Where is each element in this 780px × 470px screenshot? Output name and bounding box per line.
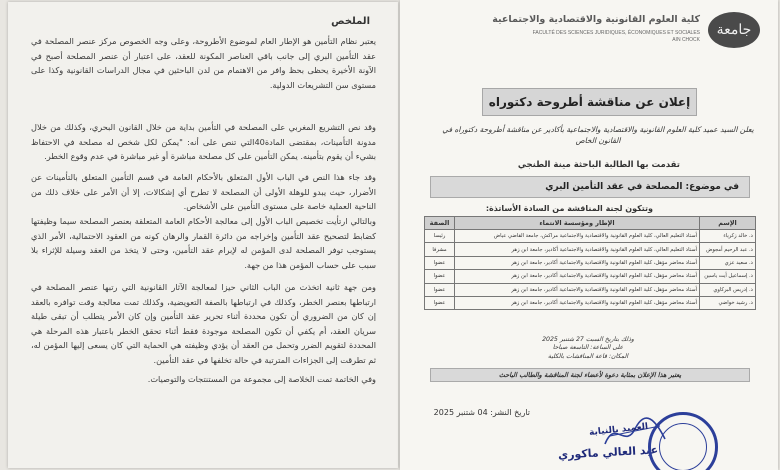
member-affiliation: أستاذ محاضر مؤهل، كلية العلوم القانونية والاقتصادية والاجتماعية أكادير، جامعة ابن زهر bbox=[455, 270, 700, 283]
defense-schedule bbox=[533, 336, 643, 361]
table-row bbox=[425, 296, 756, 309]
member-role: عضوا bbox=[425, 296, 455, 309]
summary-paragraph-2: وقد نص التشريع المغربي على المصلحة في التأمين بداية من خلال القانون البحري، وكذلك من خلال مدونة التأمينات، بمقتضى المادة40التي تنص على أنه: "يمكن لكل شخص له مصلحة في الاحتفاظ بشيء أن يقوم بتأمينه. يمكن التأمين على كل مصلحة مباشرة أو غير مباشرة في عدم وقوع الخطر. bbox=[31, 122, 377, 162]
header-role: الصفة bbox=[425, 217, 455, 230]
defense-time: على الساعة: التاسعة صباحا bbox=[552, 344, 624, 352]
defense-place: المكان: قاعة المناقشات بالكلية bbox=[547, 352, 629, 360]
invitation-notice: يعتبر هذا الإعلان بمثابة دعوة لأعضاء لجنة المناقشة والطالب الباحث bbox=[430, 368, 750, 382]
official-stamp-icon bbox=[648, 412, 718, 470]
summary-paragraph-1: يعتبر نظام التأمين هو الإطار العام لموضوع الأطروحة، وعلى وجه الخصوص مركز عنصر المصلحة في عقد التأمين البري إلى جانب باقي العناصر المكونة للعقد، على اعتبار أن عنصر المصلحة أصبح في الآونة الأخيرة يحظى بحظ وافر من الاهتمام من لدن الباحثين في مجال الدراسات القانونية وكذا على مستوى سن التشريعات الدولية. bbox=[31, 36, 376, 90]
member-role: عضوا bbox=[425, 283, 455, 296]
table-row bbox=[425, 230, 756, 243]
dean-title: العميد بالنيابة bbox=[588, 421, 649, 439]
member-role: مشرفا bbox=[425, 243, 455, 256]
dean-name: عبد العالي ماكوري bbox=[557, 443, 659, 462]
summary-paragraph-5: ومن جهة ثانية اتخذت من الباب الثاني حيزا لمعالجة الآثار القانونية التي رتبها عنصر المصلحة في ارتباطها بعنصر الخطر، وكذلك في ارتباطها بالصفة التعويضية، وكذلك تمت معالجة وقت توافره بالعقد إن كان من الضروري أن تكون محددة أثناء تحرير عقد التأمين وإن كان الأمر يتطلب أن تبقى طيلة سريان العقد، أم يكفي أن تكون المصلحة موجودة فقط أثناء تحقق الخطر باعتبار هذه المرحلة هي المحددة لتقويم الضرر وتحمل من العقد أن يؤدي وظيفته هي الحماية التي كان يسعى إليها المؤمن له، ثم تطرقت إلى الجزاءات المترتبة في حالة تخلفها في عقد التأمين. bbox=[31, 282, 376, 365]
member-affiliation: أستاذ محاضر مؤهل، كلية العلوم القانونية والاقتصادية والاجتماعية أكادير، جامعة ابن زهر bbox=[455, 283, 700, 296]
member-name: ذ. إسماعيل أيت ياسين bbox=[700, 270, 756, 283]
summary-paragraph-6: وفي الخاتمة تمت الخلاصة إلى مجموعة من المستنتجات والتوصيات. bbox=[147, 374, 376, 384]
member-name: ذ. خالد زكرياء bbox=[700, 230, 756, 243]
thesis-topic: في موضوع: المصلحة في عقد التأمين البري bbox=[430, 176, 750, 198]
member-affiliation: أستاذ التعليم العالي، كلية العلوم القانونية والاقتصادية والاجتماعية مراكش، جامعة القاضي عياض bbox=[455, 230, 700, 243]
member-name: ذ. رشيد خواضي bbox=[700, 296, 756, 309]
committee-table bbox=[424, 216, 756, 310]
member-name: ذ. سعيد عزي bbox=[700, 256, 756, 269]
member-affiliation: أستاذ التعليم العالي، كلية العلوم القانونية والاقتصادية والاجتماعية أكادير، جامعة ابن زهر bbox=[455, 243, 700, 256]
member-affiliation: أستاذ محاضر مؤهل، كلية العلوم القانونية والاقتصادية والاجتماعية أكادير، جامعة ابن زهر bbox=[455, 256, 700, 269]
table-row bbox=[425, 270, 756, 283]
table-row bbox=[425, 256, 756, 269]
member-role: رئيسا bbox=[425, 230, 455, 243]
committee-intro: وتتكون لجنة المناقشة من السادة الأساتذة: bbox=[485, 204, 653, 213]
table-row bbox=[425, 243, 756, 256]
university-logo: جامعة bbox=[708, 12, 760, 48]
table-row bbox=[425, 283, 756, 296]
faculty-name-arabic: كلية العلوم القانونية والاقتصادية والاجتماعية bbox=[492, 14, 700, 25]
member-name: ذ. إدريس البركاوي bbox=[700, 283, 756, 296]
committee-header-row bbox=[425, 217, 756, 230]
publication-date: تاريخ النشر: 04 شتنبر 2025 bbox=[433, 408, 530, 417]
announcement-page bbox=[400, 0, 778, 470]
member-affiliation: أستاذ محاضر مؤهل، كلية العلوم القانونية والاقتصادية والاجتماعية أكادير، جامعة ابن زهر bbox=[455, 296, 700, 309]
member-name: ذ. عبد الرحيم أمجوض bbox=[700, 243, 756, 256]
summary-paragraph-4: وبالتالي ارتأيت تخصيص الباب الأول إلى معالجة الأحكام العامة المتعلقة بعنصر المصلحة سيما وظيفتها كضابط لتصحيح عقد التأمين وإخراجه من دائرة القمار والرهان كونه من العقود الاحتمالية، الأمر الذي يستوجب توفر المصلحة لدى المؤمن له لإبرام عقد التأمين، وحتى لا يتخذ من العقد وسيلة للإثراء بلا سبب على حساب المؤمن هذا من جهة. bbox=[31, 216, 376, 270]
summary-title: الملخص bbox=[331, 16, 370, 27]
member-role: عضوا bbox=[425, 256, 455, 269]
announcement-title: إعلان عن مناقشة أطروحة دكتوراه bbox=[482, 88, 697, 116]
faculty-name-latin: FACULTÉ DES SCIENCES JURIDIQUES, ÉCONOMIQUES ET SOCIALES bbox=[532, 30, 700, 36]
summary-page bbox=[8, 2, 398, 468]
header-affiliation: الإطار ومؤسسة الانتماء bbox=[455, 217, 700, 230]
defense-date: وذلك بتاريخ السبت 27 شتنبر 2025 bbox=[542, 336, 634, 343]
header-name: الإسم bbox=[700, 217, 756, 230]
faculty-name-latin-2: AIN CHOCK bbox=[672, 37, 700, 43]
summary-paragraph-3: وقد جاء هذا النص في الباب الأول المتعلق بالأحكام العامة في قسم التأمين المتعلق بالتأمينات عن الأضرار، حيث يبدو للوهلة الأولى أن المصلحة لا تطرح أي إشكالات، إلا أن الأمر على خلاف ذلك من الناحية العملية خاصة على مستوى التأمين على الأشخاص. bbox=[31, 172, 376, 212]
candidate-line: تقدمت بها الطالبة الباحثة مينة الطنجي bbox=[517, 160, 680, 170]
announcement-intro: يعلن السيد عميد كلية العلوم القانونية والاقتصادية والاجتماعية بأكادير عن مناقشة أطروحة دكتوراه في القانون الخاص bbox=[442, 125, 754, 145]
member-role: عضوا bbox=[425, 270, 455, 283]
